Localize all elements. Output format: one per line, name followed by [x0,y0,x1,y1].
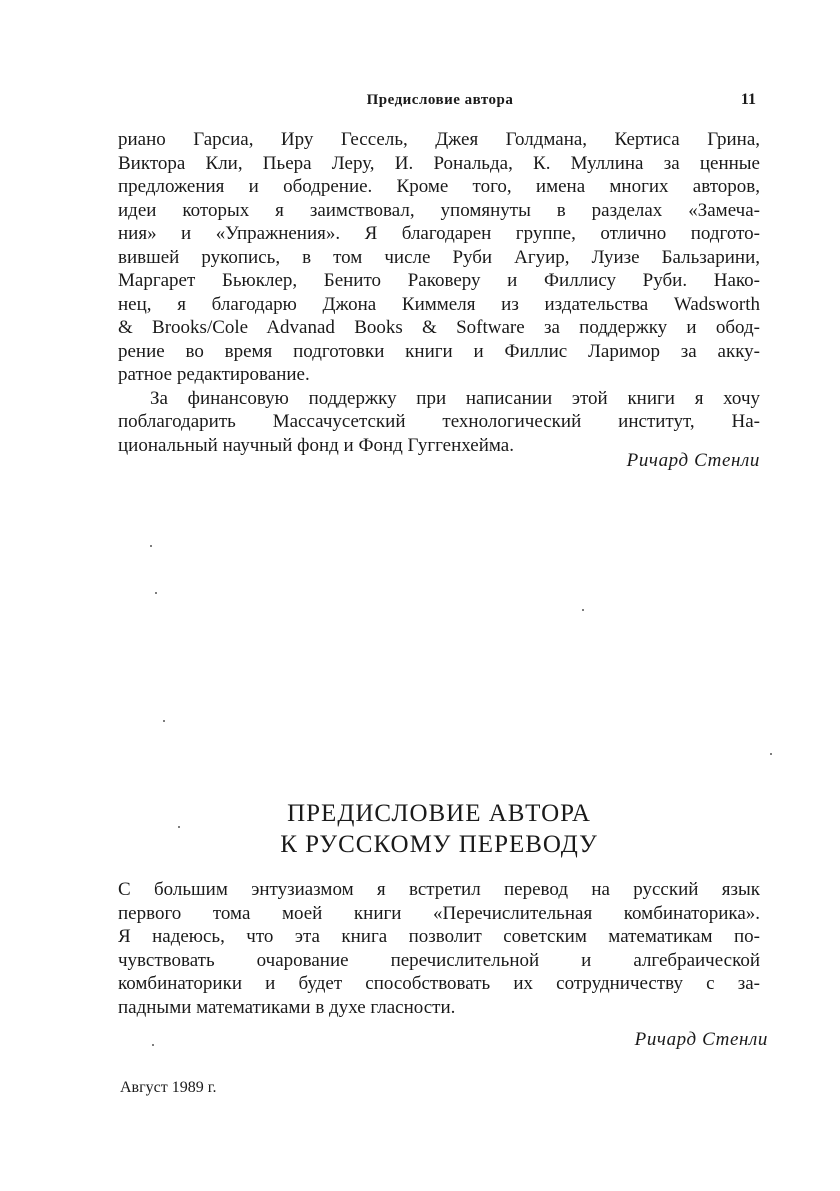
text-line: комбинаторики и будет способствовать их сотрудничеству с за- [118,973,760,994]
section-heading [118,798,760,860]
heading-line: К РУССКОМУ ПЕРЕВОДУ [280,831,598,858]
heading-line: ПРЕДИСЛОВИЕ АВТОРА [287,800,591,827]
russian-preface-paragraph [118,878,760,1019]
text-line: чувствовать очарование перечислительной и алгебраической [118,949,760,971]
text-line: ратное редактирование. [118,364,310,385]
scan-speck [582,609,584,611]
text-line: падными математиками в духе гласности. [118,996,456,1018]
text-line: первого тома моей книги «Перечислительная комбинаторика». [118,902,760,924]
scan-speck [152,1044,154,1046]
running-title: Предисловие автора [366,92,514,108]
scan-speck [163,720,165,722]
text-line: ния» и «Упражнения». Я благодарен группе, отлично подгото- [118,223,760,244]
scan-speck [178,826,180,828]
text-line: предложения и ободрение. Кроме того, имена многих авторов, [118,176,760,197]
text-line: & Brooks/Cole Advanad Books & Software за поддержку и обод- [118,317,760,338]
scan-speck [150,545,152,547]
text-line: идеи которых я заимствовал, упомянуты в разделах «Замеча- [118,199,760,221]
scan-speck [770,753,772,755]
preface-paragraph [118,128,760,457]
text-line: поблагодарить Массачусетский технологический институт, На- [118,411,760,432]
scan-speck [155,592,157,594]
text-line: нец, я благодарю Джона Киммеля из издательства Wadsworth [118,293,760,315]
text-line: Виктора Кли, Пьера Леру, И. Рональда, К. Муллина за ценные [118,152,760,174]
text-line: риано Гарсиа, Иру Гессель, Джея Голдмана, Кертиса Грина, [118,129,760,150]
text-line: вившей рукопись, в том числе Руби Агуир, Луизе Бальзарини, [118,246,760,268]
page-number: 11 [740,91,756,108]
author-signature: Ричард Стенли [634,1029,768,1050]
text-line: Маргарет Бьюклер, Бенито Раковеру и Филлису Руби. Нако- [118,270,760,291]
running-head [120,86,760,114]
text-line: рение во время подготовки книги и Филлис Ларимор за акку- [118,340,760,362]
text-line: За финансовую поддержку при написании этой книги я хочу [150,387,760,409]
date-line: Август 1989 г. [120,1079,217,1096]
text-line: циональный научный фонд и Фонд Гуггенхейма. [118,434,514,456]
author-signature: Ричард Стенли [626,450,760,471]
text-line: Я надеюсь, что эта книга позволит советским математикам по- [118,926,760,947]
text-line: С большим энтузиазмом я встретил перевод на русский язык [118,879,760,900]
